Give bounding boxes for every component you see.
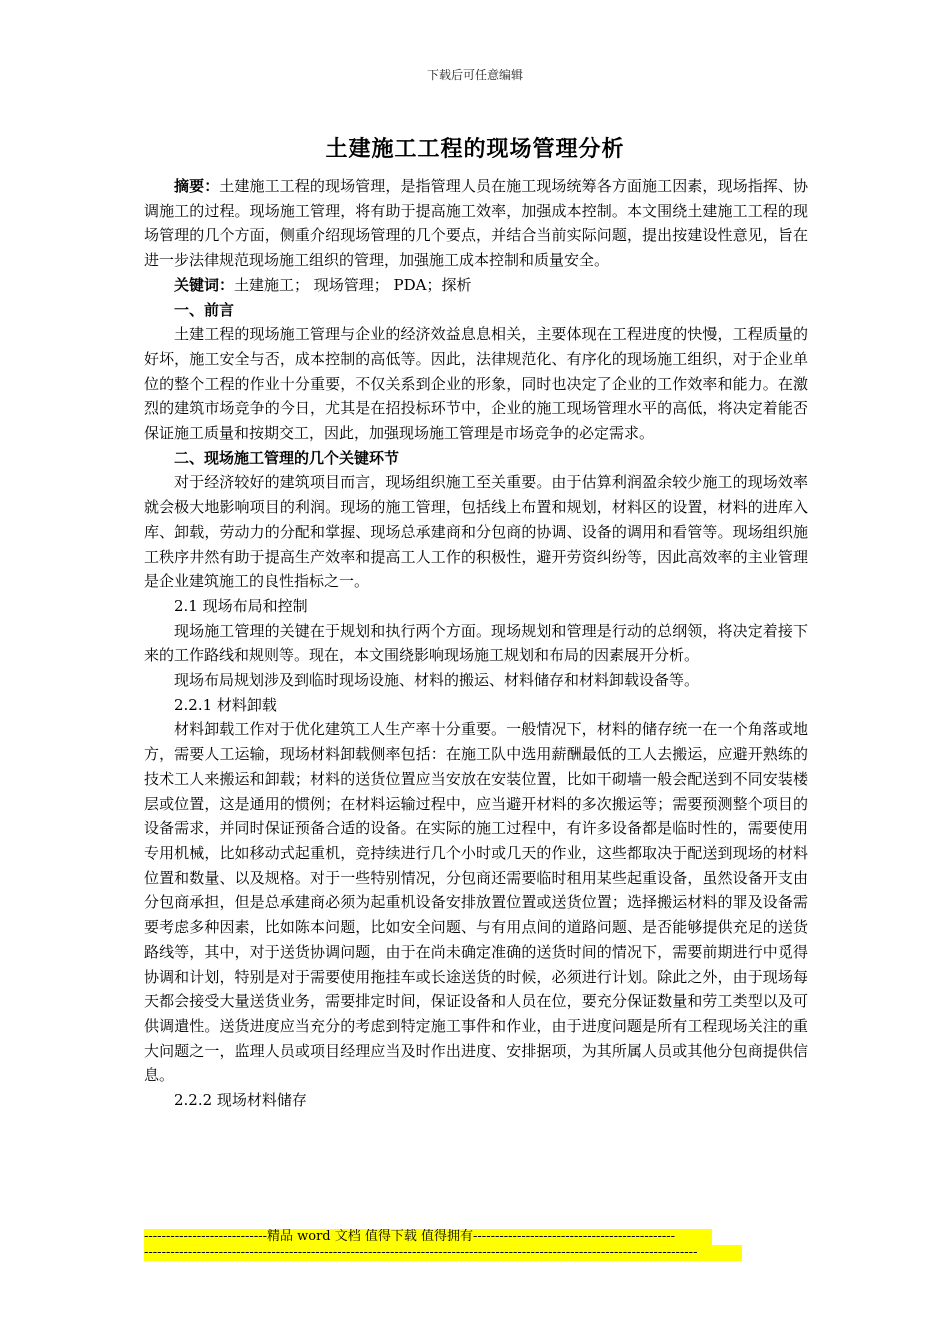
section2-heading: 二、现场施工管理的几个关键环节 bbox=[174, 448, 400, 467]
document-body bbox=[144, 174, 808, 1113]
keywords-text: 土建施工； 现场管理； PDA；探析 bbox=[234, 275, 472, 294]
subsection-2-1-paragraph-1: 现场施工管理的关键在于规划和执行两个方面。现场规划和管理是行动的总纲领，将决定着接下来的工作路线和规则等。现在，本文围绕影响现场施工规划和布局的因素展开分析。 bbox=[144, 621, 808, 665]
abstract-text: 土建施工工程的现场管理，是指管理人员在施工现场统筹各方面施工因素，现场指挥、协调施工的过程。现场施工管理，将有助于提高施工效率，加强成本控制。本文围绕土建施工工程的现场管理的几个方面，侧重介绍现场管理的几个要点，并结合当前实际问题，提出按建设性意见，旨在进一步法律规范现场施工组织的管理，加强施工成本控制和质量安全。 bbox=[144, 177, 808, 270]
document-title: 土建施工工程的现场管理分析 bbox=[325, 136, 625, 162]
abstract-paragraph bbox=[144, 174, 808, 273]
section1-paragraph: 土建工程的现场施工管理与企业的经济效益息息相关，主要体现在工程进度的快慢，工程质量的好坏，施工安全与否，成本控制的高低等。因此，法律规范化、有序化的现场施工组织，对于企业单位的整个工程的作业十分重要，不仅关系到企业的形象，同时也决定了企业的工作效率和能力。在激烈的建筑市场竞争的今日，尤其是在招投标环节中，企业的施工现场管理水平的高低，将决定着能否保证施工质量和按期交工，因此，加强现场施工管理是市场竞争的必定需求。 bbox=[144, 325, 808, 443]
footer-line-1: ----------------------------精品 word 文档 值得下载 值得拥有---------------------------------------------- bbox=[144, 1229, 712, 1245]
footer-banner bbox=[144, 1229, 744, 1261]
keywords-label: 关键词： bbox=[174, 275, 235, 294]
footer-line-2: ------------------------------------------------------------------------------------------------------------------------------ bbox=[144, 1245, 742, 1261]
subsection-2-2-2-heading: 2.2.2 现场材料储存 bbox=[174, 1091, 307, 1110]
abstract-label: 摘要： bbox=[174, 177, 220, 195]
header-note: 下载后可任意编辑 bbox=[426, 68, 523, 82]
section2-paragraph: 对于经济较好的建筑项目而言，现场组织施工至关重要。由于估算利润盈余较少施工的现场效率就会极大地影响项目的利润。现场的施工管理，包括线上布置和规划，材料区的设置，材料的进库入库、卸载，劳动力的分配和掌握、现场总承建商和分包商的协调、设备的调用和看管等。现场组织施工秩序井然有助于提高生产效率和提高工人工作的积极性，避开劳资纠纷等，因此高效率的主业管理是企业建筑施工的良性指标之一。 bbox=[144, 473, 808, 591]
subsection-2-2-1-paragraph: 材料卸载工作对于优化建筑工人生产率十分重要。一般情况下，材料的储存统一在一个角落或地方，需要人工运输，现场材料卸载侧率包括：在施工队中选用薪酬最低的工人去搬运，应避开熟练的技术工人来搬运和卸载；材料的送货位置应当安放在安装位置，比如干砌墙一般会配送到不同安装楼层或位置，这是通用的惯例；在材料运输过程中，应当避开材料的多次搬运等；需要预测整个项目的设备需求，并同时保证预备合适的设备。在实际的施工过程中，有许多设备都是临时性的，需要使用专用机械，比如移动式起重机，竞持续进行几个小时或几天的作业，这些都取决于配送到现场的材料位置和数量、以及规格。对于一些特别情况，分包商还需要临时租用某些起重设备，虽然设备开支由分包商承担，但是总承建商必须为起重机设备安排放置位置或送货位置；选择搬运材料的罪及设备需要考虑多种因素，比如陈本问题，比如安全问题、与有用点间的道路问题、是否能够提供充足的送货路线等，其中，对于送货协调问题，由于在尚未确定准确的送货时间的情况下，需要前期进行中觅得协调和计划，特别是对于需要使用拖挂车或长途送货的时候，必须进行计划。除此之外，由于现场每天都会接受大量送货业务，需要排定时间，保证设备和人员在位，要充分保证数量和劳工类型以及可供调遣性。送货进度应当充分的考虑到特定施工事件和作业，由于进度问题是所有工程现场关注的重大问题之一，监理人员或项目经理应当及时作出进度、安排据项，为其所属人员或其他分包商提供信息。 bbox=[144, 720, 808, 1085]
subsection-2-2-1-heading: 2.2.1 材料卸载 bbox=[174, 695, 277, 714]
keywords-paragraph bbox=[144, 273, 808, 298]
subsection-2-1-heading: 2.1 现场布局和控制 bbox=[174, 596, 308, 615]
subsection-2-1-paragraph-2: 现场布局规划涉及到临时现场设施、材料的搬运、材料储存和材料卸载设备等。 bbox=[174, 671, 700, 690]
section1-heading: 一、前言 bbox=[174, 300, 235, 319]
